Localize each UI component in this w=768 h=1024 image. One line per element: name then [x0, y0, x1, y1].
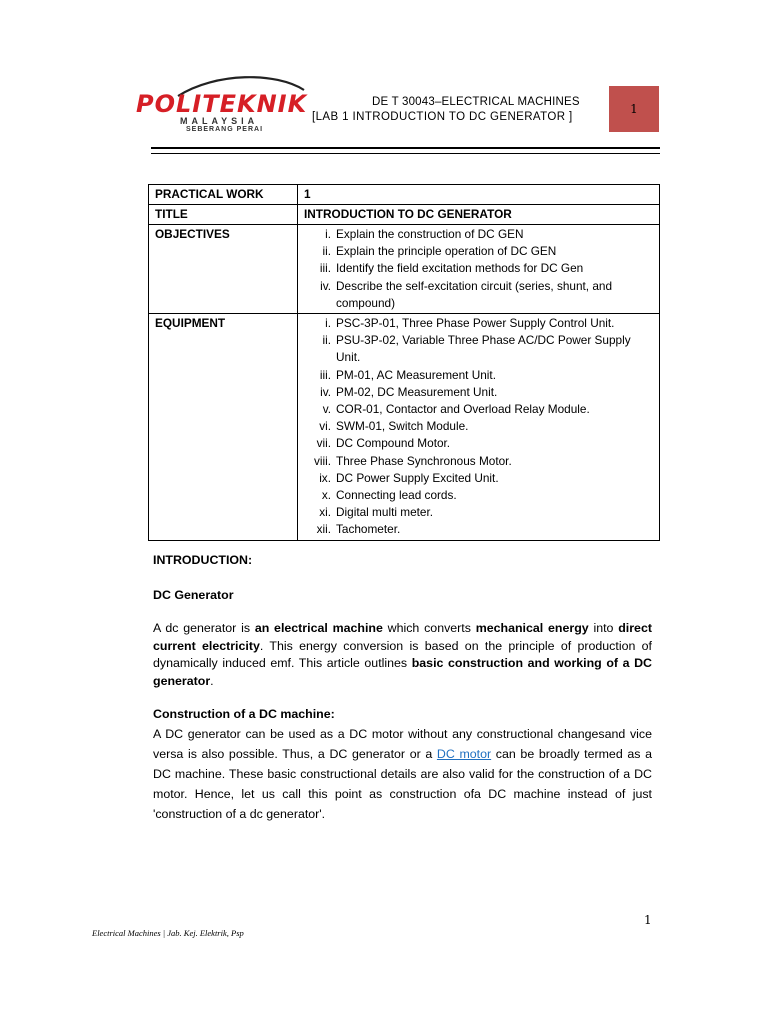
text-run: can be broadly termed as a DC machine. These basic constructional details are also valid for the construction of a DC motor. Hence, let us call this point as construction ofa DC machine instead of just 'construction of a dc generator'.	[153, 747, 652, 821]
list-item-number: ii.	[322, 333, 331, 348]
list-item-number: iv.	[320, 278, 331, 293]
dc-generator-heading: DC Generator	[153, 588, 234, 602]
list-item-number: iv.	[320, 384, 331, 399]
list-item-number: v.	[322, 402, 331, 417]
list-item-text: Connecting lead cords.	[336, 488, 457, 503]
equipment-item	[304, 435, 653, 452]
list-item-text: Digital multi meter.	[336, 505, 434, 520]
equipment-item	[304, 504, 653, 521]
list-item-text: COR-01, Contactor and Overload Relay Module.	[336, 402, 590, 417]
equipment-item	[304, 418, 653, 435]
list-item-number: ix.	[319, 470, 331, 485]
equipment-item	[304, 384, 653, 401]
objectives-list	[304, 226, 653, 312]
introduction-heading: INTRODUCTION:	[153, 553, 253, 567]
equipment-item	[304, 470, 653, 487]
list-item-number: i.	[325, 316, 331, 331]
list-item-text: DC Power Supply Excited Unit.	[336, 470, 499, 485]
objectives-item	[304, 278, 653, 312]
list-item-number: vii.	[316, 436, 331, 451]
list-item-number: xii.	[316, 522, 331, 537]
header-rule	[151, 147, 660, 149]
text-run-bold: basic construction and working of a DC generator	[153, 656, 652, 688]
text-run: A dc generator is	[153, 621, 255, 635]
list-item-number: x.	[321, 488, 331, 503]
table-row	[149, 205, 660, 225]
text-run-bold: mechanical energy	[475, 621, 589, 635]
list-item-text: Identify the field excitation methods for DC Gen	[336, 261, 584, 276]
construction-paragraph	[153, 724, 652, 824]
practical-work-table	[148, 184, 660, 541]
equipment-item	[304, 315, 653, 332]
list-item-text: PSU-3P-02, Variable Three Phase AC/DC Power Supply Unit.	[336, 333, 631, 365]
objectives-item	[304, 226, 653, 243]
list-item-number: iii.	[319, 261, 331, 276]
list-item-number: iii.	[319, 367, 331, 382]
equipment-item	[304, 453, 653, 470]
equipment-item	[304, 367, 653, 384]
text-run-bold: direct current electricity	[153, 621, 652, 653]
row-label: TITLE	[149, 205, 298, 225]
dc-generator-paragraph	[153, 620, 652, 690]
dc-motor-link[interactable]: DC motor	[436, 747, 492, 761]
text-run: .	[210, 673, 214, 688]
table-row	[149, 185, 660, 205]
text-run: A DC generator can be used as a DC motor without any constructional changesand vice versa is also possible. Thus, a DC generator or a	[153, 727, 652, 761]
course-code: DE T 30043–ELECTRICAL MACHINES	[372, 96, 580, 108]
list-item-number: i.	[325, 227, 331, 241]
list-item-text: Describe the self-excitation circuit (series, shunt, and compound)	[336, 278, 613, 310]
row-value: INTRODUCTION TO DC GENERATOR	[298, 205, 660, 225]
politeknik-logo	[136, 76, 312, 136]
lab-title: [LAB 1 INTRODUCTION TO DC GENERATOR ]	[312, 111, 573, 123]
table-row	[149, 314, 660, 541]
objectives-cell	[298, 225, 660, 314]
equipment-item	[304, 487, 653, 504]
list-item-number: vi.	[319, 419, 331, 434]
logo-campus: SEBERANG PERAI	[186, 126, 264, 133]
construction-heading: Construction of a DC machine:	[153, 707, 335, 721]
row-label: PRACTICAL WORK	[149, 185, 298, 205]
equipment-item	[304, 401, 653, 418]
list-item-text: Explain the principle operation of DC GEN	[336, 244, 557, 259]
objectives-item	[304, 260, 653, 277]
logo-wordmark: POLITEKNIK	[136, 90, 308, 118]
list-item-text: PM-01, AC Measurement Unit.	[336, 367, 496, 382]
header-rule-thin	[151, 153, 660, 154]
list-item-text: Explain the construction of DC GEN	[336, 227, 524, 241]
footer-text: Electrical Machines | Jab. Kej. Elektrik, Psp	[92, 928, 244, 938]
row-value: 1	[298, 185, 660, 205]
objectives-item	[304, 243, 653, 260]
list-item-text: PSC-3P-01, Three Phase Power Supply Control Unit.	[336, 316, 615, 331]
row-label: EQUIPMENT	[149, 314, 298, 541]
text-run: . This energy conversion is based on the principle of production of dynamically induced emf. This article outlines	[153, 638, 652, 670]
list-item-text: SWM-01, Switch Module.	[336, 419, 469, 434]
list-item-text: PM-02, DC Measurement Unit.	[336, 384, 498, 399]
table-row	[149, 225, 660, 314]
header-page-number: 1	[609, 86, 659, 132]
equipment-cell	[298, 314, 660, 541]
list-item-number: viii.	[313, 453, 331, 468]
list-item-text: Three Phase Synchronous Motor.	[336, 453, 512, 468]
logo-country: MALAYSIA	[180, 116, 259, 126]
text-run: into	[588, 621, 619, 635]
footer-page-number: 1	[644, 913, 652, 927]
equipment-item	[304, 521, 653, 538]
list-item-text: DC Compound Motor.	[336, 436, 451, 451]
list-item-text: Tachometer.	[336, 522, 401, 537]
row-label: OBJECTIVES	[149, 225, 298, 314]
list-item-number: ii.	[322, 244, 331, 259]
equipment-list	[304, 315, 653, 539]
list-item-number: xi.	[319, 505, 331, 520]
text-run: which converts	[382, 621, 476, 635]
text-run-bold: an electrical machine	[254, 621, 383, 635]
equipment-item	[304, 332, 653, 366]
